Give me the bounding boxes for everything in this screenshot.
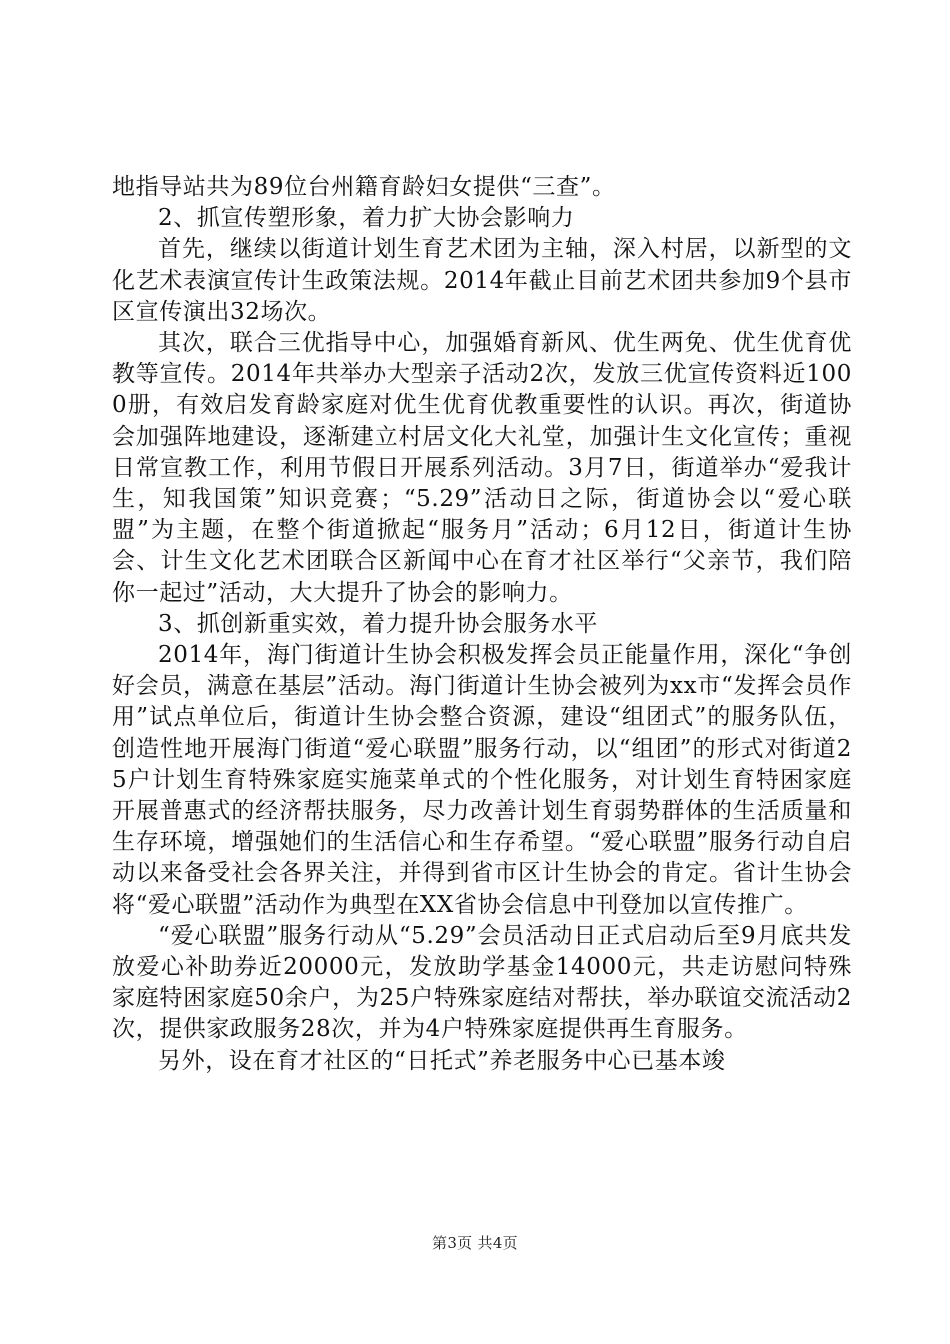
section-heading-2: 2、抓宣传塑形象，着力扩大协会影响力 — [158, 205, 575, 232]
section-heading-3: 3、抓创新重实效，着力提升协会服务水平 — [158, 610, 599, 637]
paragraph-service-results: “爱心联盟”服务行动从“5.29”会员活动日正式启动后至9月底共发放爱心补助券近20000元，发放助学基金14000元，共走访慰问特殊家庭特困家庭50余户，为25户特殊家庭结对帮扶，举办联谊交流活动2次，提供家政服务28次，并为4户特殊家庭提供再生育服务。 — [112, 922, 852, 1043]
paragraph-publicity: 其次，联合三优指导中心，加强婚育新风、优生两免、优生优育优教等宣传。2014年共举办大型亲子活动2次，发放三优宣传资料近1000册，有效启发育龄家庭对优生优育优教重要性的认识。再次，街道协会加强阵地建设，逐渐建立村居文化大礼堂，加强计生文化宣传；重视日常宣教工作，利用节假日开展系列活动。3月7日，街道举办“爱我计生，知我国策”知识竞赛；“5.29”活动日之际，街道协会以“爱心联盟”为主题，在整个街道掀起“服务月”活动；6月12日，街道计生协会、计生文化艺术团联合区新闻中心在育才社区举行“父亲节，我们陪你一起过”活动，大大提升了协会的影响力。 — [112, 330, 852, 606]
page-number-footer: 第3页 共4页 — [432, 1234, 518, 1252]
paragraph-continuation: 地指导站共为89位台州籍育龄妇女提供“三查”。 — [112, 174, 616, 200]
paragraph-elderly-center: 另外，设在育才社区的“日托式”养老服务中心已基本竣 — [158, 1047, 726, 1074]
document-body — [112, 172, 852, 1077]
paragraph-art-troupe: 首先，继续以街道计划生育艺术团为主轴，深入村居，以新型的文化艺术表演宣传计生政策法规。2014年截止目前艺术团共参加9个县市区宣传演出32场次。 — [112, 236, 852, 325]
paragraph-love-alliance: 2014年，海门街道计生协会积极发挥会员正能量作用，深化“争创好会员，满意在基层”活动。海门街道计生协会被列为xx市“发挥会员作用”试点单位后，街道计生协会整合资源，建设“组团式”的服务队伍，创造性地开展海门街道“爱心联盟”服务行动，以“组团”的形式对街道25户计划生育特殊家庭实施菜单式的个性化服务，对计划生育特困家庭开展普惠式的经济帮扶服务，尽力改善计划生育弱势群体的生活质量和生存环境，增强她们的生活信心和生存希望。“爱心联盟”服务行动自启动以来备受社会各界关注，并得到省市区计生协会的肯定。省计生协会将“爱心联盟”活动作为典型在XX省协会信息中刊登加以宣传推广。 — [112, 642, 852, 918]
